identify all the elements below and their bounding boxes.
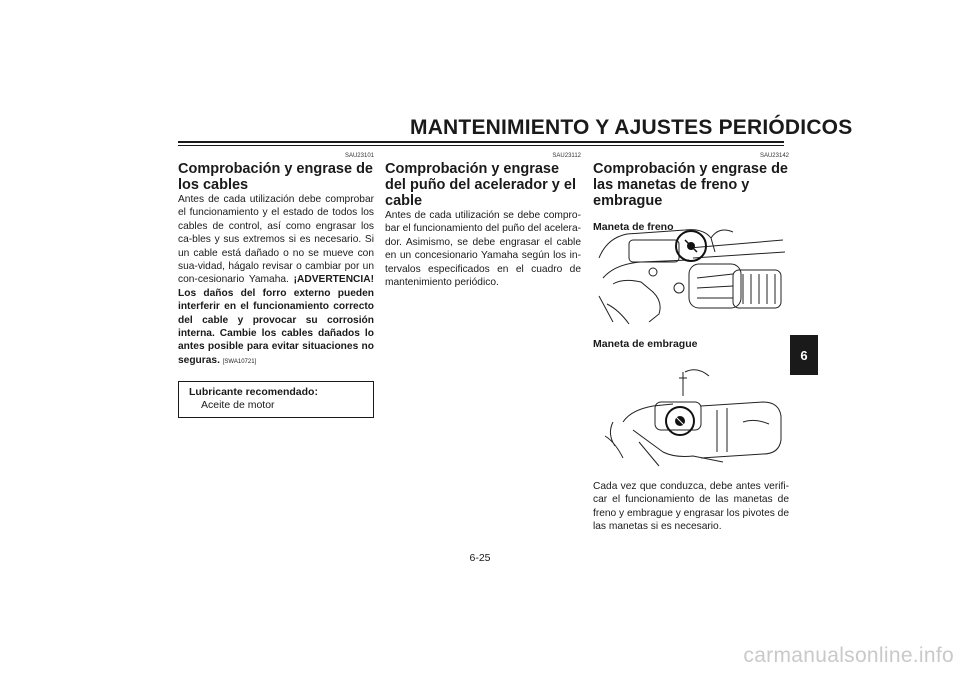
page-title: MANTENIMIENTO Y AJUSTES PERIÓDICOS (410, 116, 853, 139)
section-cables (178, 152, 374, 418)
title-rule-thin (178, 145, 784, 146)
lubricant-box (178, 381, 374, 418)
subheading-clutch-lever: Maneta de embrague (593, 338, 698, 350)
subheading-brake-lever: Maneta de freno (593, 221, 674, 233)
warning-text: ¡ADVERTENCIA! Los daños del forro externo pueden interferir en el funcionamiento correcto del cable y provocar su corrosión interna. Cambie los cables dañados lo antes posible para evitar situaciones no seguras. (178, 274, 374, 366)
section-heading: Comprobación y engrase de los cables (178, 161, 373, 193)
body-text: Antes de cada utilización debe comprobar el funcionamiento y el estado de todos los cables de control, así como engrasar los ca-bles y sus extremos si es necesario. Si un cable está dañado o no se mueve con sua-vidad, hágalo revisar o cambiar por un con-cesionario Yamaha. (178, 194, 374, 286)
lever-body-wrap (593, 480, 789, 534)
clutch-lever-illustration (593, 362, 789, 472)
section-heading: Comprobación y engrase del puño del acelerador y el cable (385, 161, 576, 209)
clutch-lever-heading-wrap (593, 338, 789, 351)
section-body: Antes de cada utilización se debe compro-bar el funcionamiento del puño del acelera-dor. Asimismo, se debe engrasar el cable en un concesionario Yamaha según los in-tervalos especificados en el cuadro de mantenimiento periódico. (385, 210, 581, 289)
section-code: SAU23101 (344, 153, 374, 159)
section-body: Cada vez que conduzca, debe antes verifi-car el funcionamiento de las manetas de freno y embrague y engrasar los pivotes de las manetas si es necesario. (593, 481, 789, 533)
section-throttle (385, 152, 581, 289)
section-heading: Comprobación y engrase de las manetas de freno y embrague (593, 161, 788, 209)
section-code: SAU23112 (552, 153, 581, 159)
chapter-tab[interactable]: 6 (790, 335, 818, 375)
lubricant-title: Lubricante recomendado: (189, 386, 318, 399)
lubricant-value: Aceite de motor (201, 399, 275, 412)
section-body (178, 193, 374, 369)
page-number: 6-25 (469, 552, 491, 564)
warning-code: [SWA10721] (222, 358, 257, 365)
brake-lever-illustration (593, 218, 789, 330)
title-rule (178, 141, 784, 143)
section-code: SAU23142 (759, 153, 789, 159)
watermark: carmanualsonline.info (743, 644, 954, 667)
